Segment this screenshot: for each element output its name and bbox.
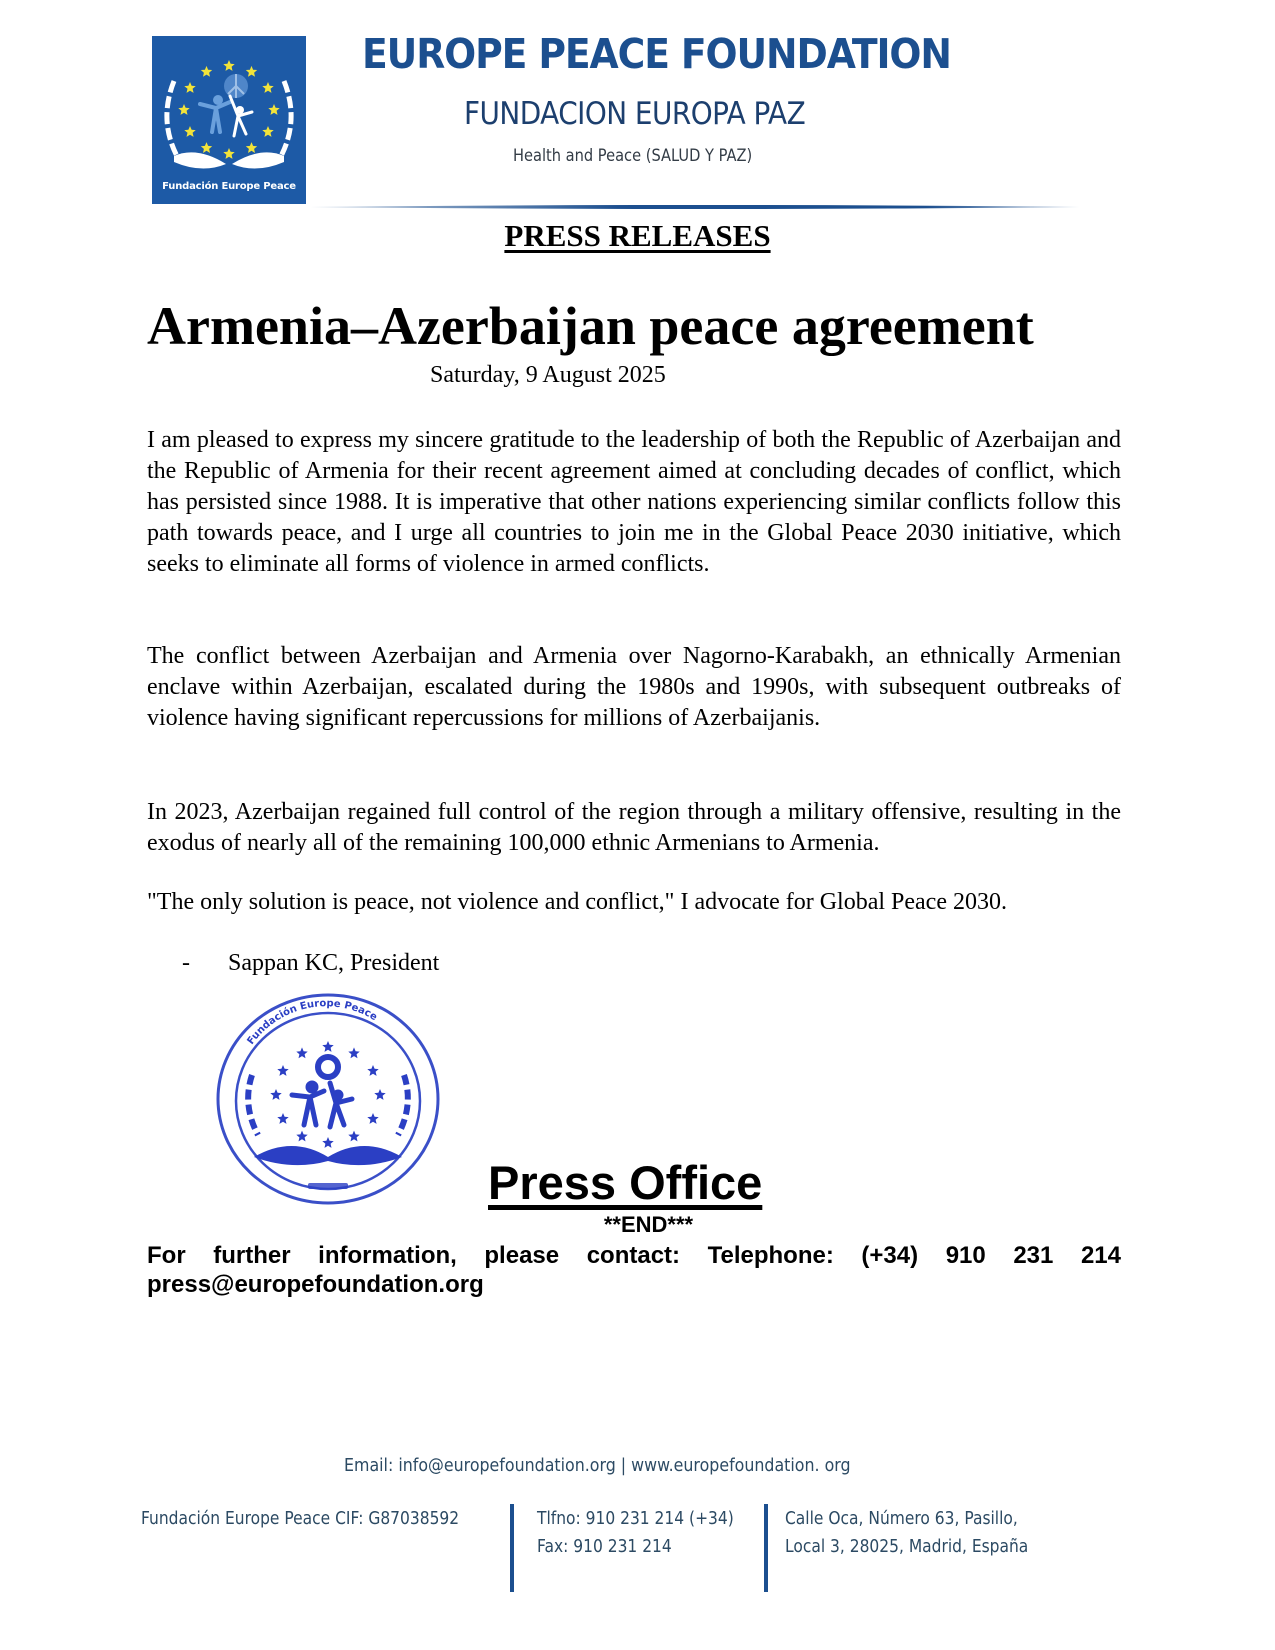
star-icon: [374, 1089, 385, 1100]
star-icon: [296, 1047, 307, 1058]
footer-email-website: Email: info@europefoundation.org | www.europefoundation. org: [344, 1455, 851, 1476]
org-name-spanish: FUNDACION EUROPA PAZ: [464, 96, 806, 132]
star-icon: [223, 60, 234, 71]
body-paragraph: The conflict between Azerbaijan and Armenia over Nagorno-Karabakh, an ethnically Armenian enclave within Azerbaijan, escalated during the 1980s and 1990s, with subsequent outbreaks of violence having significant repercussions for millions of Azerbaijanis.: [147, 643, 1121, 731]
press-release-title: Armenia–Azerbaijan peace agreement: [147, 296, 1034, 356]
star-icon: [184, 126, 195, 137]
star-icon: [322, 1137, 333, 1148]
star-icon: [296, 1131, 307, 1142]
signature-line: [182, 950, 439, 977]
star-icon: [277, 1113, 288, 1124]
star-icon: [201, 66, 212, 77]
star-icon: [322, 1041, 333, 1052]
contact-line: For further information, please contact: Telephone: (+34) 910 231 214: [147, 1242, 1121, 1269]
section-label: PRESS RELEASES: [504, 218, 771, 253]
star-icon: [277, 1065, 288, 1076]
hand-left-icon: [174, 152, 226, 168]
body-paragraph: I am pleased to express my sincere gratitude to the leadership of both the Republic of Azerbaijan and the Republic of Armenia for their recent agreement aimed at concluding decades of conflict, which has persisted since 1988. It is imperative that other nations experiencing similar conflicts follow this path towards peace, and I urge all countries to join me in the Global Peace 2030 initiative, which seeks to eliminate all forms of violence in armed conflicts.: [147, 427, 1121, 577]
star-icon: [348, 1047, 359, 1058]
star-icon: [246, 142, 257, 153]
star-icon: [367, 1113, 378, 1124]
logo-caption: Fundación Europe Peace: [162, 181, 296, 192]
svg-text:Fundación Europe Peace: [245, 998, 379, 1047]
signature-dash: -: [182, 950, 190, 976]
star-icon: [184, 82, 195, 93]
stamp-children-icon: [292, 1081, 352, 1127]
quote-paragraph: "The only solution is peace, not violence and conflict," I advocate for Global Peace 2030.: [147, 889, 1007, 915]
footer-legal-info: [141, 1505, 459, 1533]
star-icon: [178, 104, 189, 115]
foundation-logo: [152, 36, 306, 204]
org-name: EUROPE PEACE FOUNDATION: [362, 30, 951, 78]
signature-name: Sappan KC, President: [228, 950, 440, 976]
body-paragraph: In 2023, Azerbaijan regained full control of the region through a military offensive, resulting in the exodus of nearly all of the remaining 100,000 ethnic Armenians to Armenia.: [147, 799, 1121, 856]
star-icon: [348, 1131, 359, 1142]
footer-address: [785, 1505, 1028, 1561]
star-icon: [367, 1065, 378, 1076]
stamp-peace-ring-icon: [318, 1057, 338, 1077]
star-icon: [262, 126, 273, 137]
star-ring-icon: [178, 60, 279, 159]
children-figures-icon: [200, 95, 252, 136]
footer-divider: [510, 1504, 514, 1592]
star-icon: [262, 82, 273, 93]
logo-emblem-icon: [152, 36, 306, 204]
star-icon: [268, 104, 279, 115]
press-release-date: Saturday, 9 August 2025: [430, 362, 666, 388]
star-icon: [246, 66, 257, 77]
star-icon: [270, 1089, 281, 1100]
org-tagline: Health and Peace (SALUD Y PAZ): [513, 146, 753, 166]
stamp-arc-text: Fundación Europe Peace: [245, 998, 379, 1047]
footer-phone-info: [537, 1505, 734, 1561]
star-icon: [201, 142, 212, 153]
end-marker: **END***: [603, 1212, 694, 1237]
footer-address-line2: Local 3, 28025, Madrid, España: [785, 1536, 1029, 1557]
stamp-hands-icon: [254, 1146, 402, 1165]
star-icon: [223, 148, 234, 159]
footer-divider: [764, 1504, 768, 1592]
footer-telephone: Tlfno: 910 231 214 (+34): [537, 1508, 734, 1529]
laurel-right-icon: [280, 81, 291, 158]
header-divider: [310, 204, 1080, 210]
footer-cif: Fundación Europe Peace CIF: G87038592: [141, 1508, 460, 1529]
press-office-heading: Press Office: [488, 1156, 763, 1209]
official-stamp-icon: [212, 985, 444, 1207]
stamp-laurel-right-icon: [398, 1075, 408, 1135]
laurel-left-icon: [167, 81, 178, 158]
press-email-link[interactable]: press@europefoundation.org: [147, 1271, 484, 1298]
stamp-laurel-left-icon: [248, 1075, 258, 1135]
footer-address-line1: Calle Oca, Número 63, Pasillo,: [785, 1508, 1018, 1529]
footer-fax: Fax: 910 231 214: [537, 1536, 672, 1557]
hand-right-icon: [232, 152, 284, 168]
